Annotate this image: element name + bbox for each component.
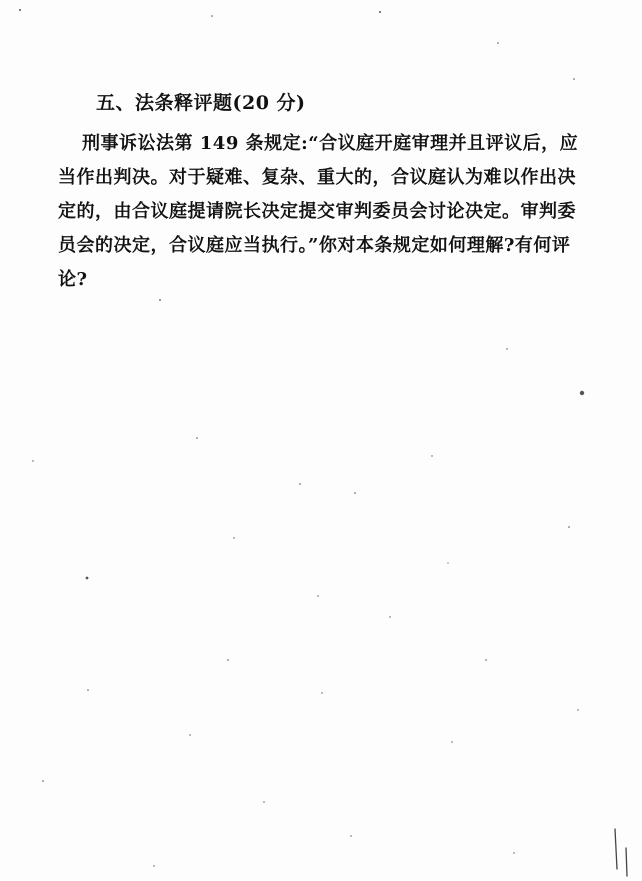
question-body: 刑事诉讼法第 149 条规定:“合议庭开庭审理并且评议后，应当作出判决。对于疑难、复杂、重大的，合议庭认为难以作出决定的，由合议庭提请院长决定提交审判委员会讨论决定。审判委员会的决定，合议庭应当执行。”你对本条规定如何理解?有何评论? — [58, 133, 579, 290]
question-heading: 五、法条释评题(20 分) — [96, 92, 306, 114]
